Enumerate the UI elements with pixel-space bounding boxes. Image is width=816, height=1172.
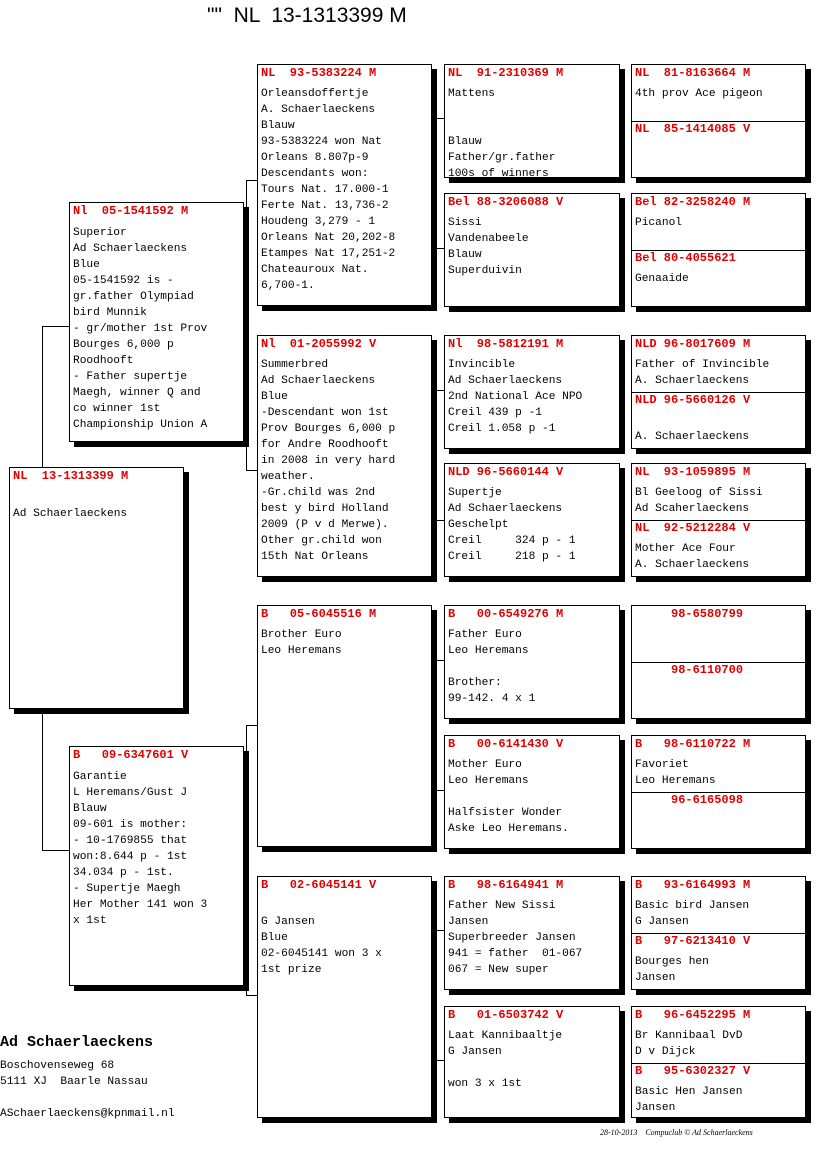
connector-line (622, 490, 623, 545)
connector-line (42, 850, 70, 851)
gggp-details: Basic Hen Jansen Jansen (635, 1086, 743, 1114)
gggp-details: Basic bird Jansen G Jansen (635, 900, 750, 928)
ring-number: B 95-6302327 V (635, 1064, 751, 1078)
ring-number: 98-6110700 (635, 663, 744, 677)
grandsire-maternal-card[interactable] (257, 605, 432, 847)
ggp-details: Supertje Ad Schaerlaeckens Geschelpt Creil 324 p - 1 Creil 218 p - 1 (448, 487, 576, 563)
gggp-details: Father of Invincible A. Schaerlaeckens (635, 359, 770, 387)
ggp-details: Invincible Ad Schaerlaeckens 2nd National Ace NPO Creil 439 p -1 Creil 1.058 p -1 (448, 359, 583, 435)
ggp-details: Sissi Vandenabeele Blauw Superduivin (448, 217, 529, 277)
owner-email[interactable]: ASchaerlaeckens@kpnmail.nl (0, 1108, 175, 1120)
connector-line (434, 248, 444, 249)
owner-name: Ad Schaerlaeckens (0, 1034, 154, 1051)
ggp-card-3[interactable] (444, 335, 620, 449)
connector-line (434, 520, 444, 521)
ring-number: NL 81-8163664 M (635, 66, 751, 80)
ring-number: NL 13-1313399 M (13, 469, 129, 483)
sire-card[interactable] (69, 202, 244, 442)
gggp-details: 4th prov Ace pigeon (635, 88, 763, 100)
connector-line (622, 632, 623, 688)
granddam-paternal-details: Summerbred Ad Schaerlaeckens Blue -Descendant won 1st Prov Bourges 6,000 p for Andre Roodhooft in 2008 in very hard weather. -Gr.child was 2nd best y bird Holland 2009 (P v d Merwe). Other gr.child won 15th Nat Orleans (261, 359, 396, 563)
ring-number: NLD 96-8017609 M (635, 337, 751, 351)
connector-line (622, 225, 623, 280)
ring-number: B 01-6503742 V (448, 1008, 564, 1022)
connector-line (622, 360, 623, 415)
sire-details: Superior Ad Schaerlaeckens Blue 05-1541592 is - gr.father Olympiad bird Munnik - gr/mother 1st Prov Bourges 6,000 p Roodhooft - Father supertje Maegh, winner Q and co winner 1st Championship Union A (73, 227, 208, 431)
gggp-details: Bourges hen Jansen (635, 956, 709, 984)
dam-card[interactable] (69, 746, 244, 986)
grandsire-paternal-details: Orleansdoffertje A. Schaerlaeckens Blauw 93-5383224 won Nat Orleans 8.807p-9 Descendants won: Tours Nat. 17.000-1 Ferte Nat. 13,736-2 Houdeng 3,279 - 1 Orleans Nat 20,202-8 Etampes Nat 17,251-2 Chateauroux Nat. 6,700-1. (261, 88, 396, 292)
ring-number: B 05-6045516 M (261, 607, 377, 621)
ring-number: NL 93-1059895 M (635, 465, 751, 479)
ring-number: B 98-6110722 M (635, 737, 751, 751)
ring-number: NLD 96-5660126 V (635, 393, 751, 407)
gggp-pair-card-7[interactable] (631, 876, 806, 990)
connector-line (622, 902, 623, 958)
connector-line (434, 390, 444, 391)
dam-details: Garantie L Heremans/Gust J Blauw 09-601 is mother: - 10-1769855 that won:8.644 p - 1st 34.034 p - 1st. - Supertje Maegh Her Mother 141 won 3 x 1st (73, 771, 208, 927)
grandsire-paternal-card[interactable] (257, 64, 432, 306)
ring-number: Nl 05-1541592 M (73, 204, 189, 218)
ring-number: NLD 96-5660144 V (448, 465, 564, 479)
gggp-pair-card-3[interactable] (631, 335, 806, 449)
ring-number: B 02-6045141 V (261, 878, 377, 892)
connector-line (434, 660, 435, 790)
granddam-maternal-details: G Jansen Blue 02-6045141 won 3 x 1st prize (261, 916, 382, 976)
ring-number: NL 85-1414085 V (635, 122, 751, 136)
granddam-maternal-card[interactable] (257, 876, 432, 1118)
ring-number: Bel 82-3258240 M (635, 195, 751, 209)
ring-number: B 98-6164941 M (448, 878, 564, 892)
page-title: "" NL 13-1313399 M (207, 4, 407, 27)
ring-number: B 96-6452295 M (635, 1008, 751, 1022)
ggp-details: Father Euro Leo Heremans Brother: 99-142. 4 x 1 (448, 629, 536, 705)
ring-number: 96-6165098 (635, 793, 744, 807)
ggp-details: Mattens Blauw Father/gr.father 100s of winners (448, 88, 556, 180)
gggp-pair-card-4[interactable] (631, 463, 806, 577)
gggp-details: A. Schaerlaeckens (635, 431, 750, 443)
gggp-details: Picanol (635, 217, 682, 229)
footer-credit: 28-10-2013 Compuclub © Ad Schaerlaeckens (600, 1128, 753, 1137)
ggp-card-7[interactable] (444, 876, 620, 990)
ggp-card-6[interactable] (444, 735, 620, 849)
connector-line (622, 90, 623, 150)
gggp-details: Genaaide (635, 273, 689, 285)
connector-line (42, 710, 43, 850)
gggp-pair-card-2[interactable] (631, 193, 806, 307)
subject-details: Ad Schaerlaeckens (13, 508, 128, 520)
connector-line (434, 660, 444, 661)
ring-number: B 09-6347601 V (73, 748, 189, 762)
ring-number: B 00-6141430 V (448, 737, 564, 751)
ring-number: B 93-6164993 M (635, 878, 751, 892)
owner-address: Boschovenseweg 68 (0, 1060, 115, 1072)
ring-number: Bel 80-4055621 (635, 251, 736, 265)
connector-line (434, 930, 444, 931)
owner-postcode-city: 5111 XJ Baarle Nassau (0, 1076, 148, 1088)
ggp-card-1[interactable] (444, 64, 620, 178)
connector-line (434, 390, 435, 520)
gggp-details: Mother Ace Four A. Schaerlaeckens (635, 543, 750, 571)
ring-number: NL 91-2310369 M (448, 66, 564, 80)
ggp-details: Mother Euro Leo Heremans Halfsister Wonder Aske Leo Heremans. (448, 759, 569, 835)
ring-number: 98-6580799 (635, 607, 744, 621)
gggp-pair-card-8[interactable] (631, 1006, 806, 1118)
ring-number: Bel 88-3206088 V (448, 195, 564, 209)
ggp-details: Father New Sissi Jansen Superbreeder Jansen 941 = father 01-067 067 = New super (448, 900, 583, 976)
gggp-pair-card-1[interactable] (631, 64, 806, 178)
connector-line (622, 762, 623, 818)
connector-line (434, 118, 444, 119)
connector-line (434, 1060, 444, 1061)
connector-line (246, 180, 247, 470)
granddam-paternal-card[interactable] (257, 335, 432, 577)
ggp-card-4[interactable] (444, 463, 620, 577)
ggp-card-2[interactable] (444, 193, 620, 307)
connector-line (622, 1032, 623, 1088)
connector-line (42, 326, 70, 327)
gggp-pair-card-6[interactable] (631, 735, 806, 849)
connector-line (434, 118, 435, 248)
gggp-pair-card-5[interactable] (631, 605, 806, 719)
ring-number: NL 92-5212284 V (635, 521, 751, 535)
ggp-card-5[interactable] (444, 605, 620, 719)
connector-line (434, 930, 435, 1060)
ring-number: Nl 01-2055992 V (261, 337, 377, 351)
subject-card[interactable] (9, 467, 184, 709)
connector-line (42, 326, 43, 468)
connector-line (246, 725, 247, 995)
ring-number: NL 93-5383224 M (261, 66, 377, 80)
ggp-details: Laat Kannibaaltje G Jansen won 3 x 1st (448, 1030, 563, 1090)
ring-number: B 00-6549276 M (448, 607, 564, 621)
gggp-details: Favoriet Leo Heremans (635, 759, 716, 787)
gggp-details: Br Kannibaal DvD D v Dijck (635, 1030, 743, 1058)
ring-number: Nl 98-5812191 M (448, 337, 564, 351)
gggp-details: Bl Geeloog of Sissi Ad Scaherlaeckens (635, 487, 763, 515)
grandsire-maternal-details: Brother Euro Leo Heremans (261, 629, 342, 657)
ring-number: B 97-6213410 V (635, 934, 751, 948)
ggp-card-8[interactable] (444, 1006, 620, 1118)
connector-line (434, 790, 444, 791)
